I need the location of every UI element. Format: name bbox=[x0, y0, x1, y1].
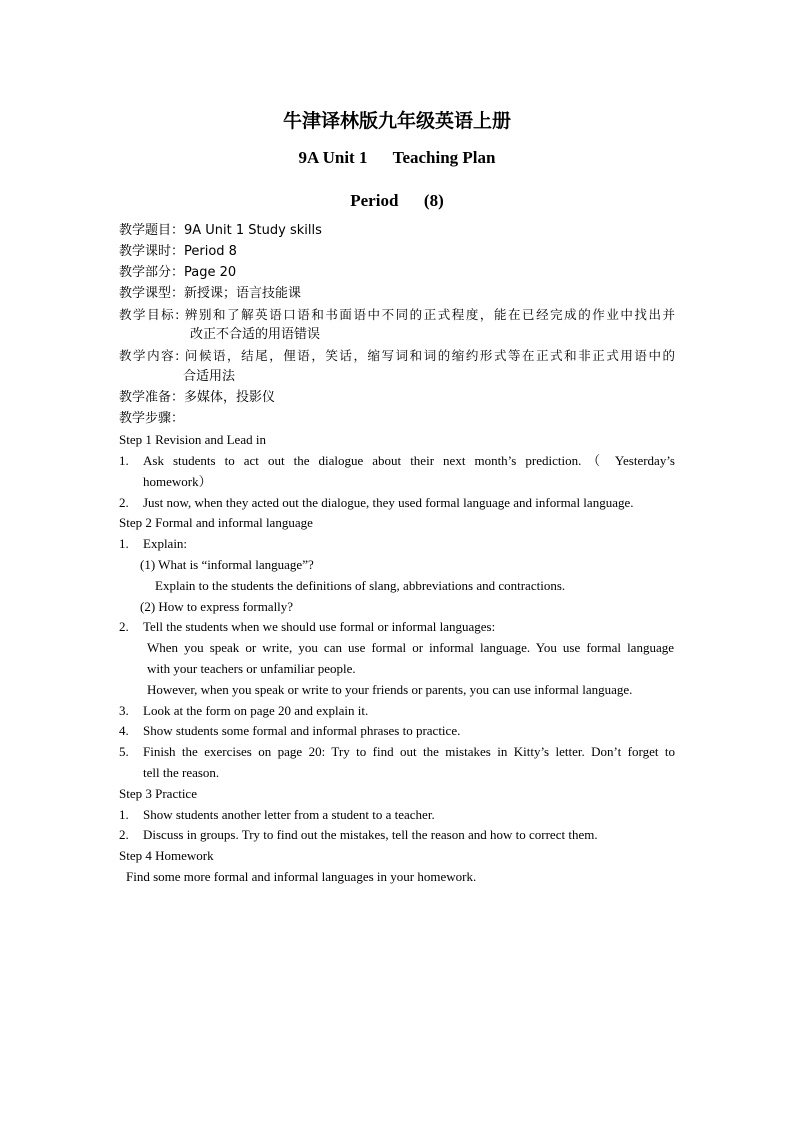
step1-item-2: Just now, when they acted out the dialogue, they used formal language and informal language. bbox=[143, 495, 634, 510]
step1-heading: Step 1 Revision and Lead in bbox=[119, 432, 266, 447]
period-title: Period (8) bbox=[350, 191, 444, 210]
info-hours: 教学课时：Period 8 bbox=[119, 244, 237, 259]
step3-num-1: 1. bbox=[119, 807, 129, 822]
step2-num-2: 2. bbox=[119, 619, 129, 634]
info-topic: 教学题目：9A Unit 1 Study skills bbox=[119, 223, 322, 238]
document-title: 牛津译林版九年级英语上册 bbox=[282, 110, 511, 132]
step4-item-1: Find some more formal and informal languages in your homework. bbox=[126, 869, 477, 884]
step3-num-2: 2. bbox=[119, 827, 129, 842]
step2-item-2: Tell the students when we should use formal or informal languages: bbox=[143, 619, 496, 634]
step2-sub-1-detail: Explain to the students the definitions of slang, abbreviations and contractions. bbox=[155, 578, 566, 593]
step2-num-4: 4. bbox=[119, 723, 129, 738]
step2-item-2-c: However, when you speak or write to your friends or parents, you can use informal language. bbox=[147, 682, 633, 697]
info-section: 教学部分：Page 20 bbox=[119, 265, 237, 280]
step2-item-5: Finish the exercises on page 20: Try to find out the mistakes in Kitty’s letter. Don’t forget to bbox=[143, 744, 675, 759]
unit-title: 9A Unit 1 Teaching Plan bbox=[298, 148, 496, 167]
info-type: 教学课型：新授课；语言技能课 bbox=[119, 286, 302, 301]
step1-num-2: 2. bbox=[119, 495, 129, 510]
step2-num-3: 3. bbox=[119, 703, 129, 718]
step1-num-1: 1. bbox=[119, 453, 129, 468]
step2-sub-1: (1) What is “informal language”? bbox=[140, 557, 314, 572]
step2-item-5-cont: tell the reason. bbox=[143, 765, 220, 780]
step3-item-2: Discuss in groups. Try to find out the mistakes, tell the reason and how to correct them. bbox=[143, 827, 598, 842]
info-goal: 教学目标: 辨别和了解英语口语和书面语中不同的正式程度，能在已经完成的作业中找出并 bbox=[119, 307, 675, 322]
step2-item-4: Show students some formal and informal phrases to practice. bbox=[143, 723, 461, 738]
step2-sub-2: (2) How to express formally? bbox=[140, 599, 294, 614]
step1-item-1-cont: homework） bbox=[143, 474, 212, 489]
step2-heading: Step 2 Formal and informal language bbox=[119, 515, 313, 530]
info-content-cont: 合适用法 bbox=[183, 369, 236, 384]
step3-item-1: Show students another letter from a student to a teacher. bbox=[143, 807, 435, 822]
step2-num-5: 5. bbox=[119, 744, 129, 759]
step3-heading: Step 3 Practice bbox=[119, 786, 197, 801]
step1-item-1: Ask students to act out the dialogue about their next month’s prediction.（ Yesterday’s bbox=[143, 453, 675, 468]
step2-item-2-b: with your teachers or unfamiliar people. bbox=[147, 661, 356, 676]
step4-heading: Step 4 Homework bbox=[119, 848, 214, 863]
info-content: 教学内容: 问候语，结尾，俚语，笑话，缩写词和词的缩约形式等在正式和非正式用语中的 bbox=[119, 348, 675, 363]
info-prep: 教学准备：多媒体，投影仪 bbox=[119, 390, 276, 405]
step2-item-1: Explain: bbox=[143, 536, 188, 551]
step2-item-3: Look at the form on page 20 and explain it. bbox=[143, 703, 369, 718]
info-goal-cont: 改正不合适的用语错误 bbox=[190, 327, 321, 342]
step2-num-1: 1. bbox=[119, 536, 129, 551]
info-steps: 教学步骤： bbox=[119, 411, 185, 426]
step2-item-2-a: When you speak or write, you can use formal or informal language. You use formal language bbox=[147, 640, 674, 655]
